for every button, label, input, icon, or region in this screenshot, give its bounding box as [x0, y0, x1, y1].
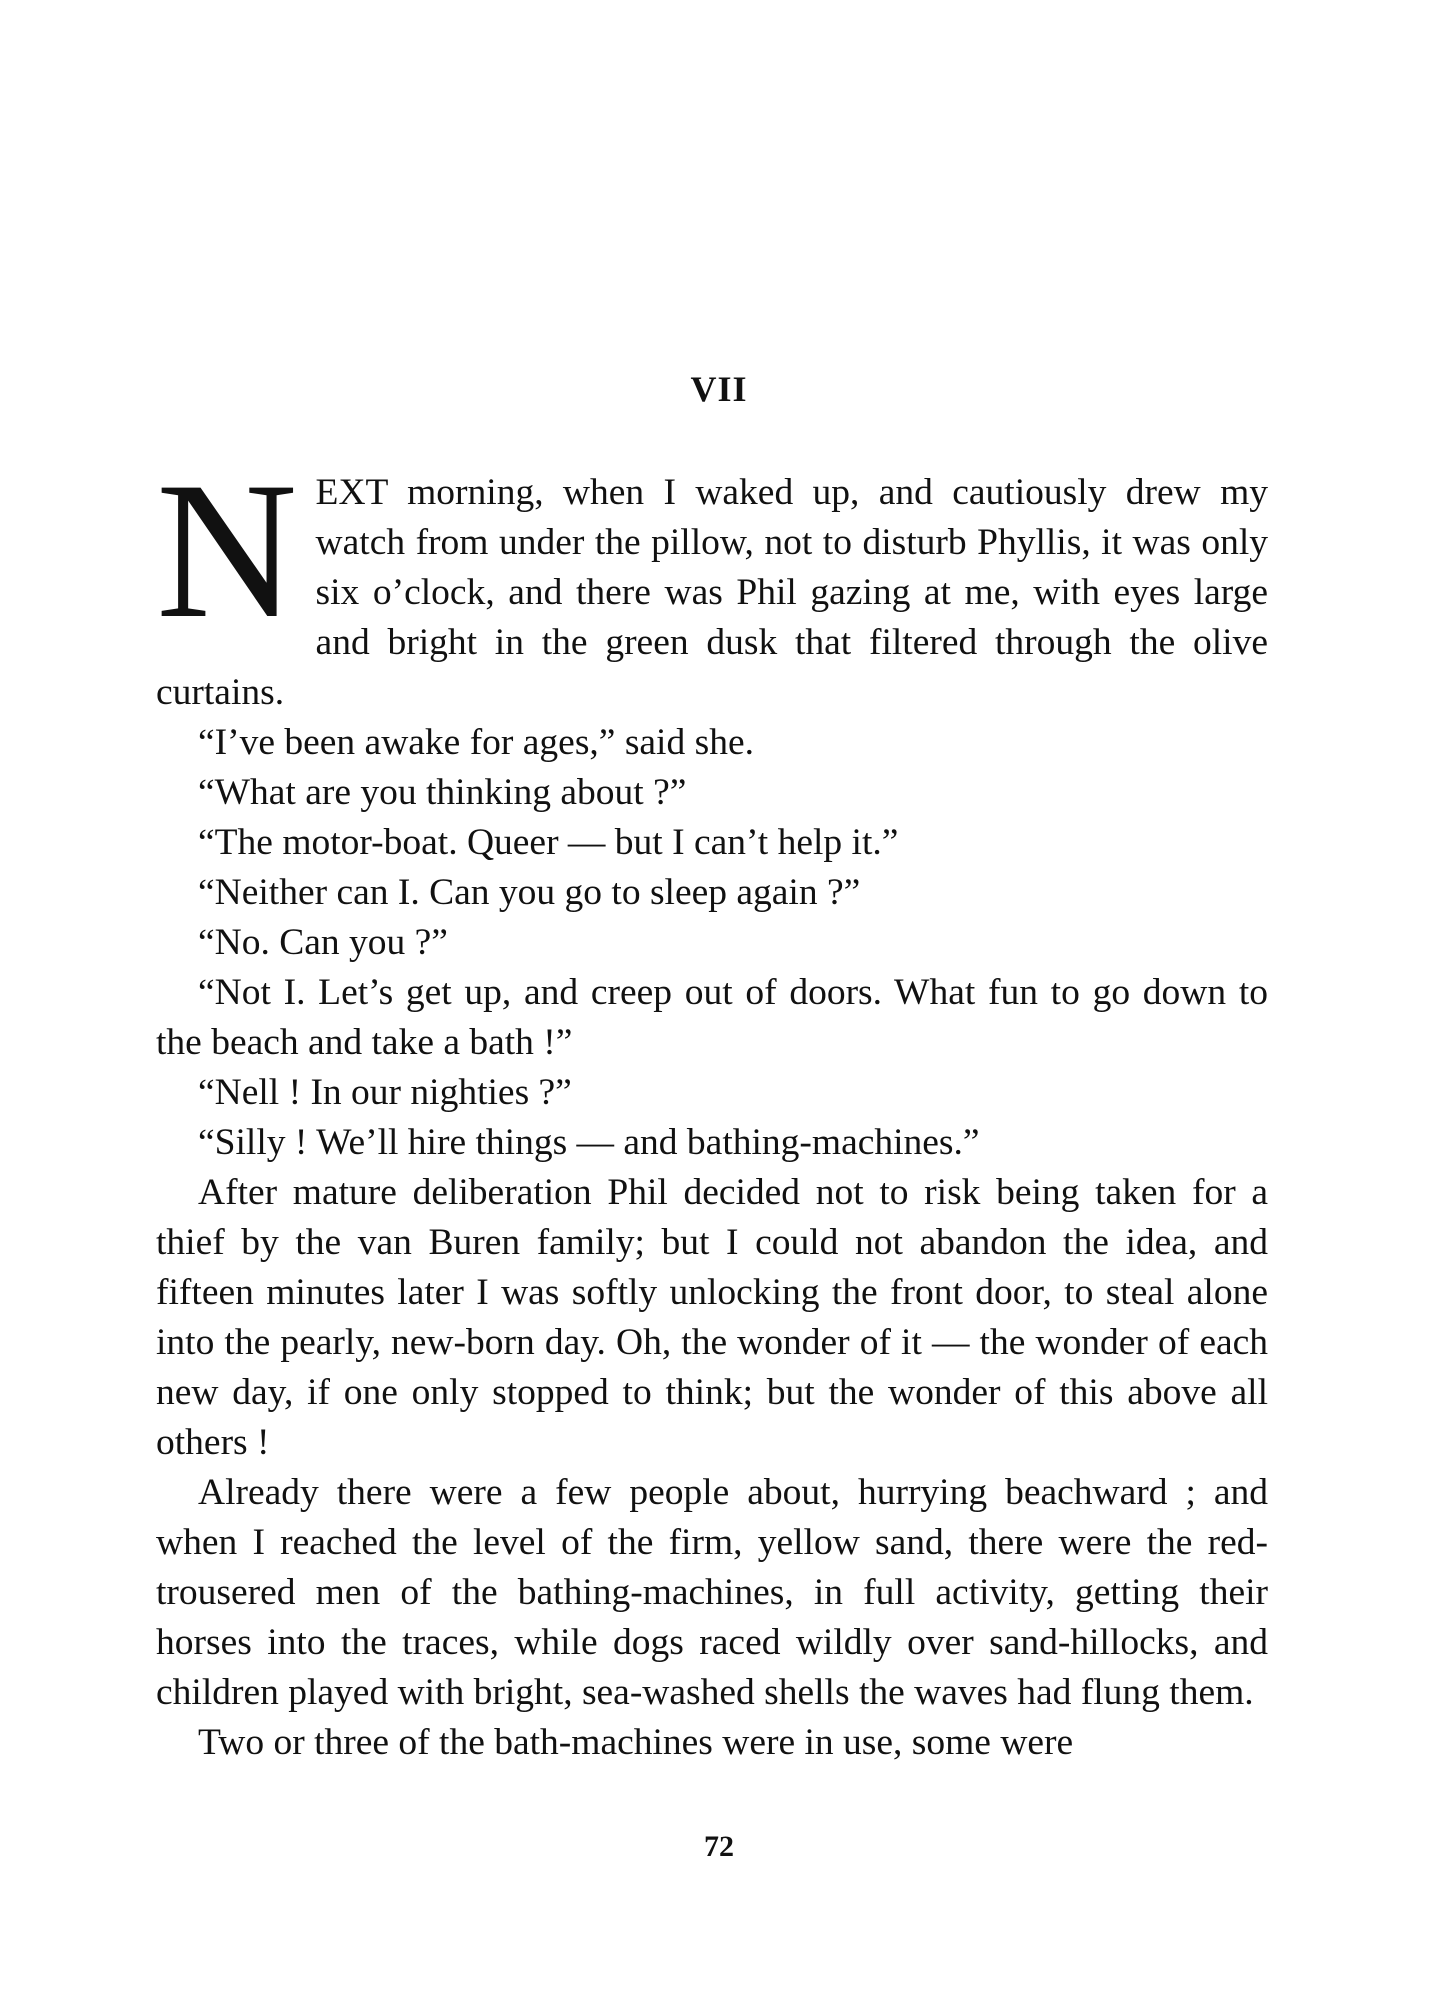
paragraph: Two or three of the bath-machines were in use, some were [198, 1722, 1074, 1763]
paragraph: “I’ve been awake for ages,” said she. [198, 722, 754, 763]
chapter-heading: VII [690, 369, 748, 409]
paragraph: “Silly ! We’ll hire things — and bathing-machines.” [198, 1122, 980, 1163]
paragraph: “The motor-boat. Queer — but I can’t help it.” [198, 822, 899, 863]
paragraph: “What are you thinking about ?” [198, 772, 687, 813]
paragraph: “Not I. Let’s get up, and creep out of doors. What fun to go down to the beach and take a bath !” [156, 972, 1268, 1063]
paragraph: “Nell ! In our nighties ?” [198, 1072, 572, 1113]
paragraph: “No. Can you ?” [198, 922, 448, 963]
paragraph: Already there were a few people about, hurrying beachward ; and when I reached the level of the firm, yellow sand, there were the red-trousered men of the bathing-machines, in full activity, getting their horses into the traces, while dogs raced wildly over sand-hillocks, and children played with bright, sea-washed shells the waves had flung them. [156, 1472, 1268, 1713]
drop-cap: N [156, 442, 298, 659]
paragraph: After mature deliberation Phil decided not to risk being taken for a thief by the van Buren family; but I could not abandon the idea, and fifteen minutes later I was softly unlocking the front door, to steal alone into the pearly, new-born day. Oh, the wonder of it — the wonder of each new day, if one only stopped to think; but the wonder of this above all others ! [156, 1172, 1268, 1463]
page-number: 72 [704, 1830, 734, 1863]
paragraph: EXT morning, when I waked up, and cautiously drew my watch from under the pillow, not to disturb Phyllis, it was only six o’clock, and there was Phil gazing at me, with eyes large and bright in the green dusk that filtered through the olive curtains. [156, 472, 1268, 713]
paragraph: “Neither can I. Can you go to sleep again ?” [198, 872, 861, 913]
body-text [156, 442, 1268, 1768]
